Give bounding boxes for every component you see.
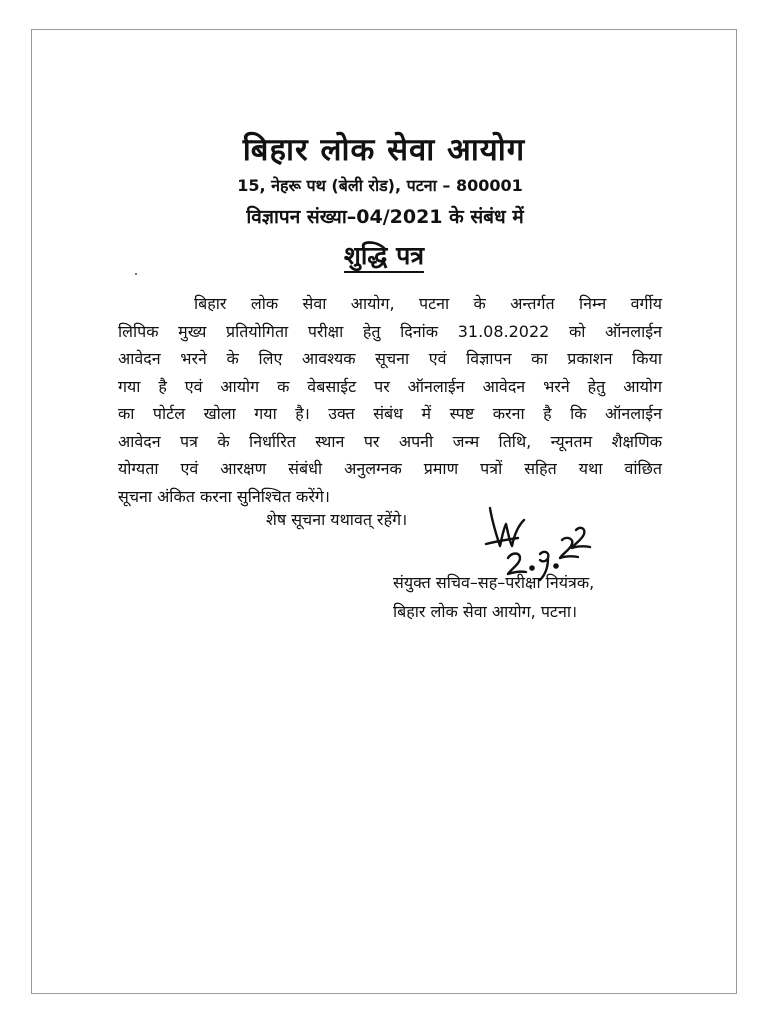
body-line: सूचना अंकित करना सुनिश्चित करेंगे। <box>118 486 330 506</box>
body-line: का पोर्टल खोला गया है। उक्त संबंध में स्पष्ट करना है कि ऑनलाईन <box>118 404 662 423</box>
scan-speck <box>135 273 137 275</box>
commission-title: बिहार लोक सेवा आयोग <box>242 132 526 168</box>
signatory-block <box>393 568 594 626</box>
corrigendum-heading-text: शुद्धि पत्र <box>344 241 424 273</box>
remaining-note: शेष सूचना यथावत् रहेंगे। <box>266 510 408 529</box>
body-line: गया है एवं आयोग क वेबसाईट पर ऑनलाईन आवेदन भरने हेतु आयोग <box>118 376 662 396</box>
commission-address: 15, नेहरू पथ (बेली रोड), पटना – 800001 <box>237 176 523 195</box>
body-line: आवेदन भरने के लिए आवश्यक सूचना एवं विज्ञापन का प्रकाशन किया <box>118 349 662 368</box>
body-line: योग्यता एवं आरक्षण संबंधी अनुलग्नक प्रमाण पत्रों सहित यथा वांछित <box>118 459 662 478</box>
signatory-office: बिहार लोक सेवा आयोग, पटना। <box>393 602 578 621</box>
advertisement-reference: विज्ञापन संख्या–04/2021 के संबंध में <box>246 206 524 228</box>
signatory-designation: संयुक्त सचिव–सह–परीक्षा नियंत्रक, <box>393 573 595 592</box>
notice-body <box>118 290 662 510</box>
body-line: लिपिक मुख्य प्रतियोगिता परीक्षा हेतु दिनांक 31.08.2022 को ऑनलाईन <box>118 321 662 341</box>
body-line: आवेदन पत्र के निर्धारित स्थान पर अपनी जन्म तिथि, न्यूनतम शैक्षणिक <box>118 431 662 451</box>
body-line: बिहार लोक सेवा आयोग, पटना के अन्तर्गत निम्न वर्गीय <box>194 294 662 313</box>
corrigendum-heading <box>0 238 768 272</box>
